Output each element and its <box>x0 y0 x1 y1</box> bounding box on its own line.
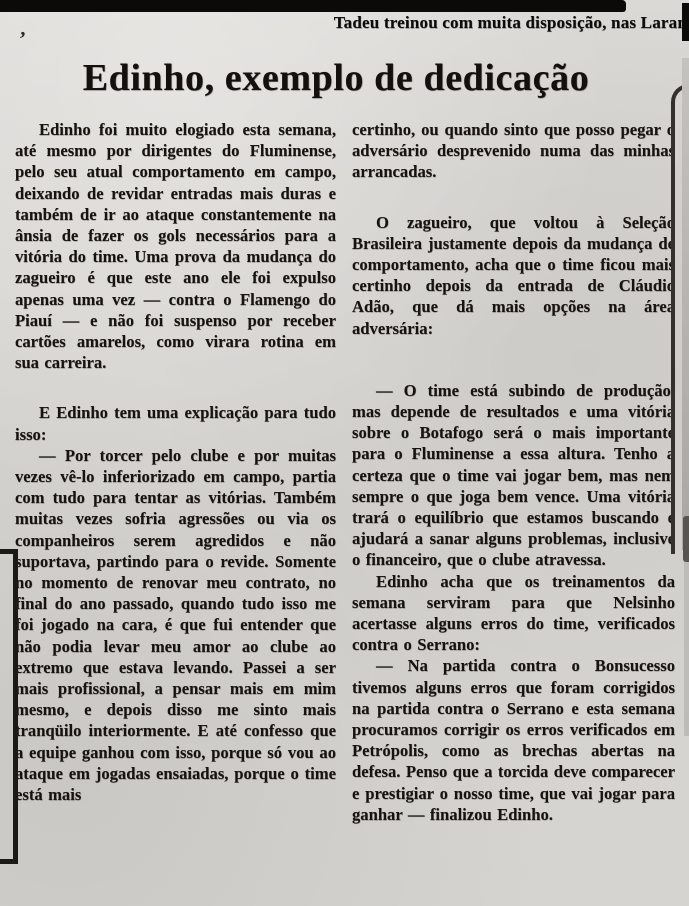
article-column-left <box>15 119 336 906</box>
scan-edge-smudge <box>683 516 689 562</box>
article-paragraph: Edinho acha que os treinamentos da semana serviram para que Nelsinho acertasse alguns erros do time, verificados contra o Serrano: <box>352 571 675 655</box>
article-headline: Edinho, exemplo de dedicação <box>82 57 590 99</box>
article-paragraph: E Edinho tem uma explicação para tudo isso: <box>15 403 336 444</box>
kicker-strip-text: Tadeu treinou com muita disposição, nas Laran <box>333 13 687 32</box>
top-black-bar <box>0 0 626 12</box>
article-paragraph: — Na partida contra o Bonsucesso tivemos alguns erros que foram corrigidos na partida contra o Serrano e esta semana procuramos corrigir os erros verificados em Petrópolis, como as brechas abertas na defesa. Penso que a torcida deve comparecer e prestigiar o nosso time, que vai jogar para ganhar — finalizou Edinho. <box>352 656 675 824</box>
scan-edge-band <box>682 58 689 550</box>
article-column-right <box>352 119 675 906</box>
article-paragraph: — O time está subindo de produção, mas depende de resultados e uma vitória sobre o Botafogo será o mais importante para o Fluminense a essa altura. Tenho a certeza que o time vai jogar bem, mas nem sempre o que joga bem vence. Uma vitória trará o equilíbrio que estamos buscando e ajudará a sanar alguns problemas, inclusive o financeiro, que o clube atravessa. <box>352 380 675 570</box>
article-paragraph: O zagueiro, que voltou à Seleção Brasileira justamente depois da mudança de comportamento, acha que o time ficou mais certinho depois da entrada de Cláudio Adão, que dá mais opções na área adversária: <box>352 212 675 338</box>
article-paragraph: — Por torcer pelo clube e por muitas vezes vê-lo inferiorizado em campo, partia com tudo para tentar as vitórias. Também muitas vezes sofria agressões ou via os companheiros serem agredidos e não suportava, partindo para o revide. Somente no momento de renovar meu contrato, no final do ano passado, quando tudo isso me foi jogado na cara, é que fui entender que não podia levar meu amor ao clube ao extremo que estava levando. Passei a ser mais profissional, a pensar mais em mim mesmo, e depois disso me sinto mais tranqüilo interiormente. E até confesso que a equipe ganhou com isso, porque só vou ao ataque em jogadas ensaiadas, porque o time está mais <box>15 445 336 805</box>
article-paragraph: certinho, ou quando sinto que posso pegar o adversário desprevenido numa das minhas arrancadas. <box>352 120 675 182</box>
stray-comma-mark: , <box>19 15 28 41</box>
article-paragraph: Edinho foi muito elogiado esta semana, até mesmo por dirigentes do Fluminense, pelo seu atual comportamento em campo, deixando de revidar entradas mais duras e também de ir ao ataque constantemente na ânsia de fazer os gols necessários para a vitória do time. Uma prova da mudança do zagueiro é que este ano ele foi expulso apenas uma vez — contra o Flamengo do Piauí — e não foi suspenso por receber cartões amarelos, como virara rotina em sua carreira. <box>15 120 336 373</box>
scan-edge-band-lower <box>684 556 689 736</box>
adjacent-article-box-border <box>0 549 18 864</box>
